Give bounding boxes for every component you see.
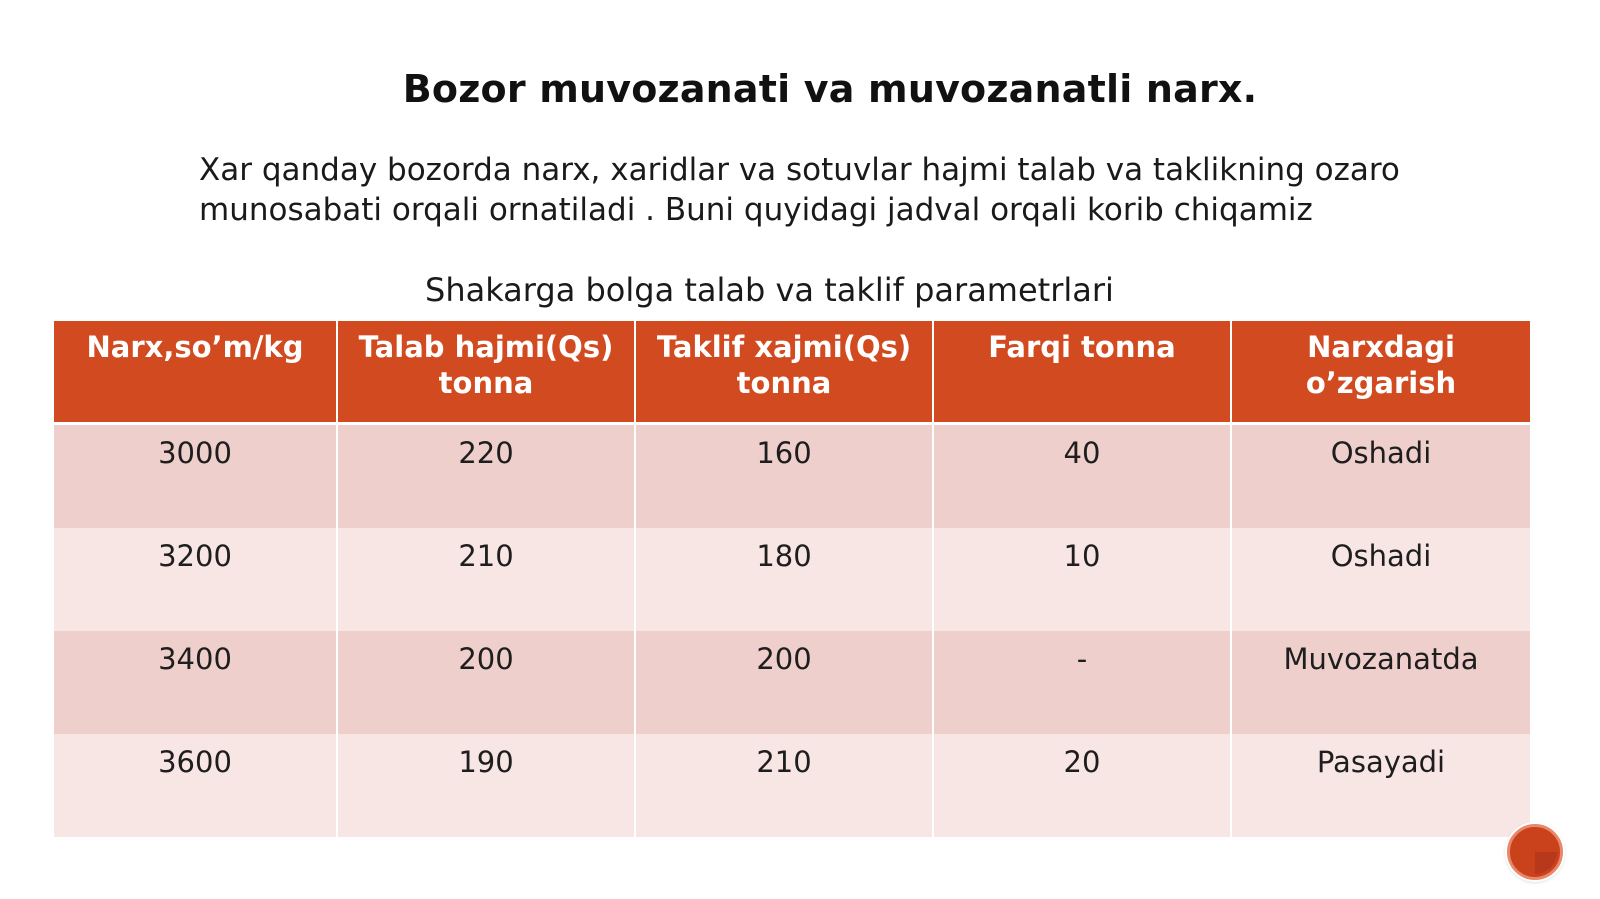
header-supply (636, 321, 934, 422)
header-label: tonna (736, 366, 832, 400)
table-row (54, 734, 1530, 837)
cell-price-change: Oshadi (1330, 539, 1432, 573)
cell-price-change: Pasayadi (1316, 745, 1446, 779)
table-row (54, 425, 1530, 528)
cell-price: 3400 (54, 631, 338, 734)
cell-difference: 10 (934, 528, 1232, 631)
cell-demand: 200 (338, 631, 636, 734)
intro-line-1: Xar qanday bozorda narx, xaridlar va sotuvlar hajmi talab va taklikning ozaro (199, 152, 1400, 188)
cell-price: 3000 (54, 425, 338, 528)
data-table (54, 321, 1530, 837)
header-difference (934, 321, 1232, 422)
next-slide-button[interactable] (1507, 824, 1563, 880)
cell-difference: 20 (934, 734, 1232, 837)
cell-supply: 210 (636, 734, 934, 837)
cell-supply: 200 (636, 631, 934, 734)
header-label: Talab hajmi(Qs) (358, 330, 614, 364)
slide-title: Bozor muvozanati va muvozanatli narx. (402, 67, 1258, 111)
header-label: Farqi tonna (988, 330, 1176, 364)
header-price-change (1232, 321, 1530, 422)
header-label: o’zgarish (1305, 366, 1457, 400)
cell-demand: 220 (338, 425, 636, 528)
header-label: tonna (438, 366, 534, 400)
cell-price-change: Muvozanatda (1283, 642, 1479, 676)
table-caption: Shakarga bolga talab va taklif parametrlari (425, 271, 1114, 309)
table-header-row (54, 321, 1530, 425)
cell-price-change: Oshadi (1330, 436, 1432, 470)
header-price (54, 321, 338, 422)
cell-price: 3600 (54, 734, 338, 837)
header-label: Narx,so’m/kg (86, 330, 304, 364)
table-row (54, 528, 1530, 631)
intro-paragraph (199, 150, 1499, 230)
header-demand (338, 321, 636, 422)
cell-demand: 210 (338, 528, 636, 631)
cell-difference: 40 (934, 425, 1232, 528)
next-slide-icon (1510, 827, 1560, 877)
table-row (54, 631, 1530, 734)
cell-difference: - (934, 631, 1232, 734)
header-label: Narxdagi (1307, 330, 1455, 364)
cell-price: 3200 (54, 528, 338, 631)
cell-demand: 190 (338, 734, 636, 837)
cell-supply: 160 (636, 425, 934, 528)
intro-line-2: munosabati orqali ornatiladi . Buni quyidagi jadval orqali korib chiqamiz (199, 192, 1313, 228)
cell-supply: 180 (636, 528, 934, 631)
header-label: Taklif xajmi(Qs) (656, 330, 912, 364)
